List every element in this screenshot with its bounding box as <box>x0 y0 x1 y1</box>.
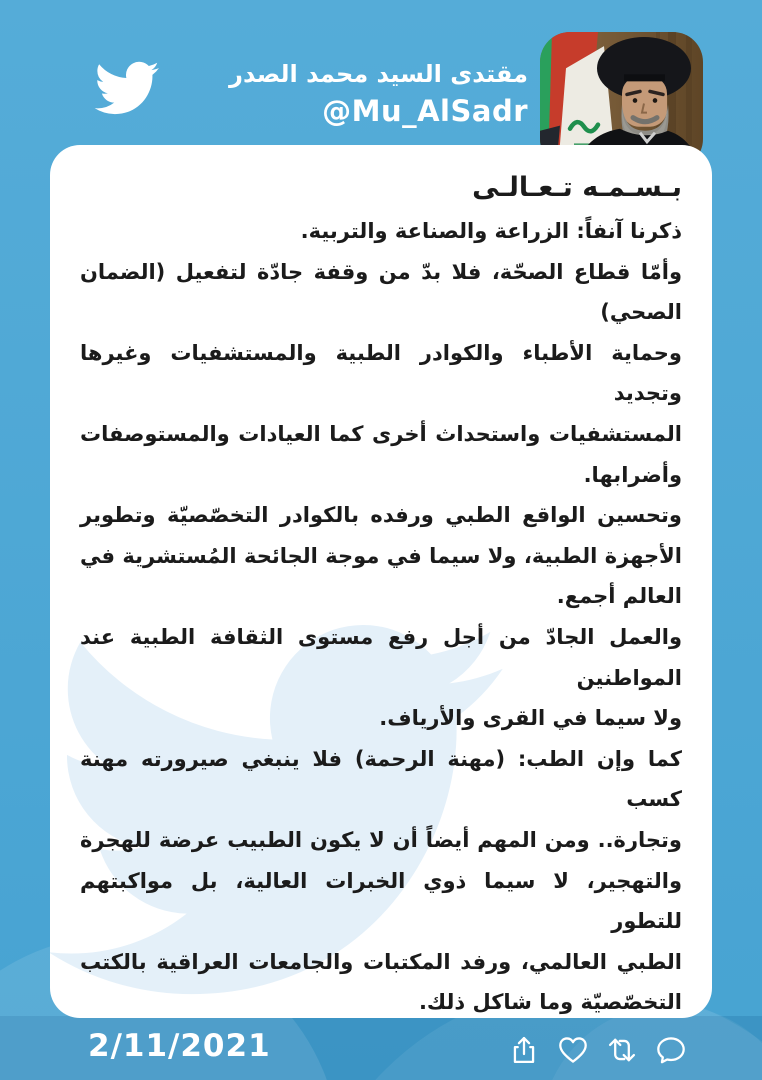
tweet-line: وحماية الأطباء والكوادر الطبية والمستشفيات وغيرها وتجديد <box>80 340 682 406</box>
tweet-line: وتحسين الواقع الطبي ورفده بالكوادر التخصّصيّة وتطوير <box>80 503 682 528</box>
tweet-line: الأجهزة الطبية، ولا سيما في موجة الجائحة المُستشرية في <box>80 543 682 568</box>
tweet-line: المستشفيات واستحداث أخرى كما العيادات والمستوصفات <box>80 421 682 446</box>
comment-icon[interactable] <box>654 1033 688 1067</box>
account-handle[interactable]: @Mu_AlSadr <box>322 94 528 128</box>
tweet-line: كما وإن الطب: (مهنة الرحمة) فلا ينبغي صيرورته مهنة كسب <box>80 746 682 812</box>
tweet-line: وتجارة.. ومن المهم أيضاً أن لا يكون الطبيب عرضة للهجرة <box>80 827 682 852</box>
tweet-line: وأمّا قطاع الصحّة، فلا بدّ من وقفة جادّة لتفعيل (الضمان الصحي) <box>80 259 682 325</box>
tweet-content <box>50 145 712 1018</box>
tweet-line: وأضرابها. <box>583 462 682 487</box>
tweet-actions <box>507 1033 688 1067</box>
retweet-icon[interactable] <box>605 1033 639 1067</box>
share-icon[interactable] <box>507 1033 541 1067</box>
account-names <box>229 56 528 130</box>
tweet-body <box>80 211 682 1018</box>
tweet-line: ولا سيما في القرى والأرياف. <box>379 706 682 731</box>
tweet-line: ذكرنا آنفاً: الزراعة والصناعة والتربية. <box>300 219 682 243</box>
tweet-line: والتهجير، لا سيما ذوي الخبرات العالية، بل مواكبتهم للتطور <box>80 868 682 934</box>
tweet-line: الطبي العالمي، ورفد المكتبات والجامعات العراقية بالكتب <box>80 949 682 974</box>
tweet-line: التخصّصيّة وما شاكل ذلك. <box>418 990 682 1015</box>
twitter-bird-icon <box>86 54 166 122</box>
tweet-line: والعمل الجادّ من أجل رفع مستوى الثقافة الطبية عند المواطنين <box>80 624 682 690</box>
display-name: مقتدى السيد محمد الصدر <box>229 60 528 88</box>
tweet-card <box>50 145 712 1018</box>
heart-icon[interactable] <box>556 1033 590 1067</box>
basmala-heading: بـسـمـه تـعـالـى <box>472 172 682 203</box>
tweet-line: العالم أجمع. <box>556 584 682 609</box>
tweet-date: 2/11/2021 <box>88 1028 271 1064</box>
